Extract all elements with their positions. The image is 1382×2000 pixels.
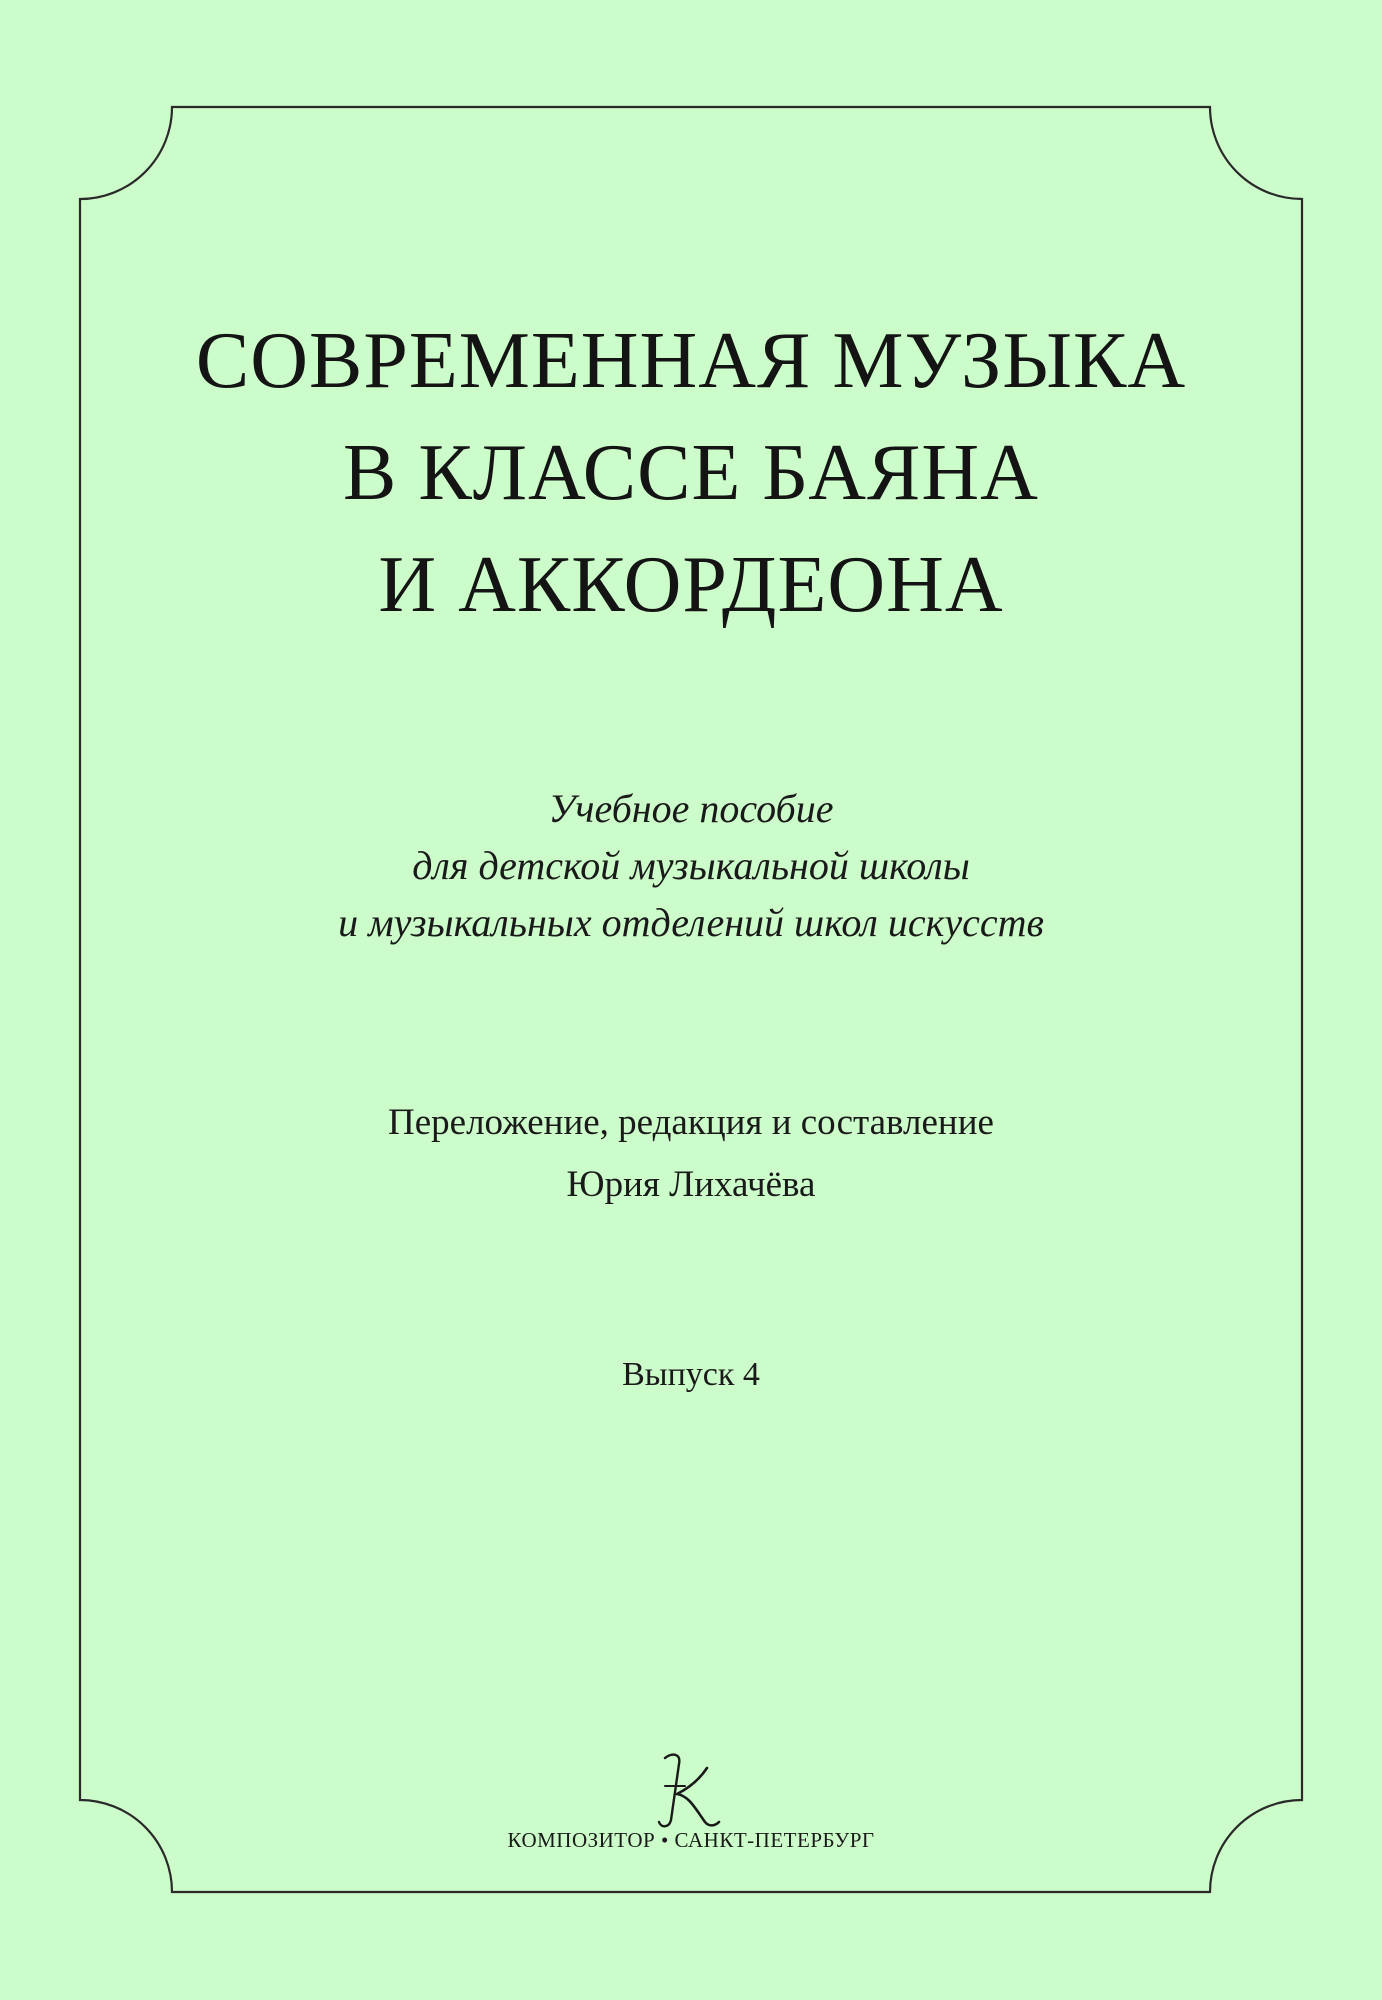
- subtitle-line-2: для детской музыкальной школы: [412, 843, 970, 888]
- title-line-3: И АККОРДЕОНА: [378, 541, 1004, 629]
- subtitle-line-1: Учебное пособие: [548, 786, 834, 831]
- volume-number: Выпуск 4: [622, 1356, 760, 1393]
- book-title: [0, 305, 1382, 641]
- publisher-imprint: КОМПОЗИТОР • САНКТ-ПЕТЕРБУРГ: [507, 1828, 875, 1852]
- publisher-logo-icon: [655, 1750, 725, 1830]
- credits-author: Юрия Лихачёва: [566, 1164, 816, 1205]
- credits-role: Переложение, редакция и составление: [388, 1102, 994, 1143]
- title-line-2: В КЛАССЕ БАЯНА: [343, 429, 1039, 517]
- title-line-1: СОВРЕМЕННАЯ МУЗЫКА: [195, 317, 1187, 405]
- subtitle-line-3: и музыкальных отделений школ искусств: [338, 900, 1044, 945]
- book-subtitle: [0, 780, 1382, 951]
- book-credits: [0, 1092, 1382, 1216]
